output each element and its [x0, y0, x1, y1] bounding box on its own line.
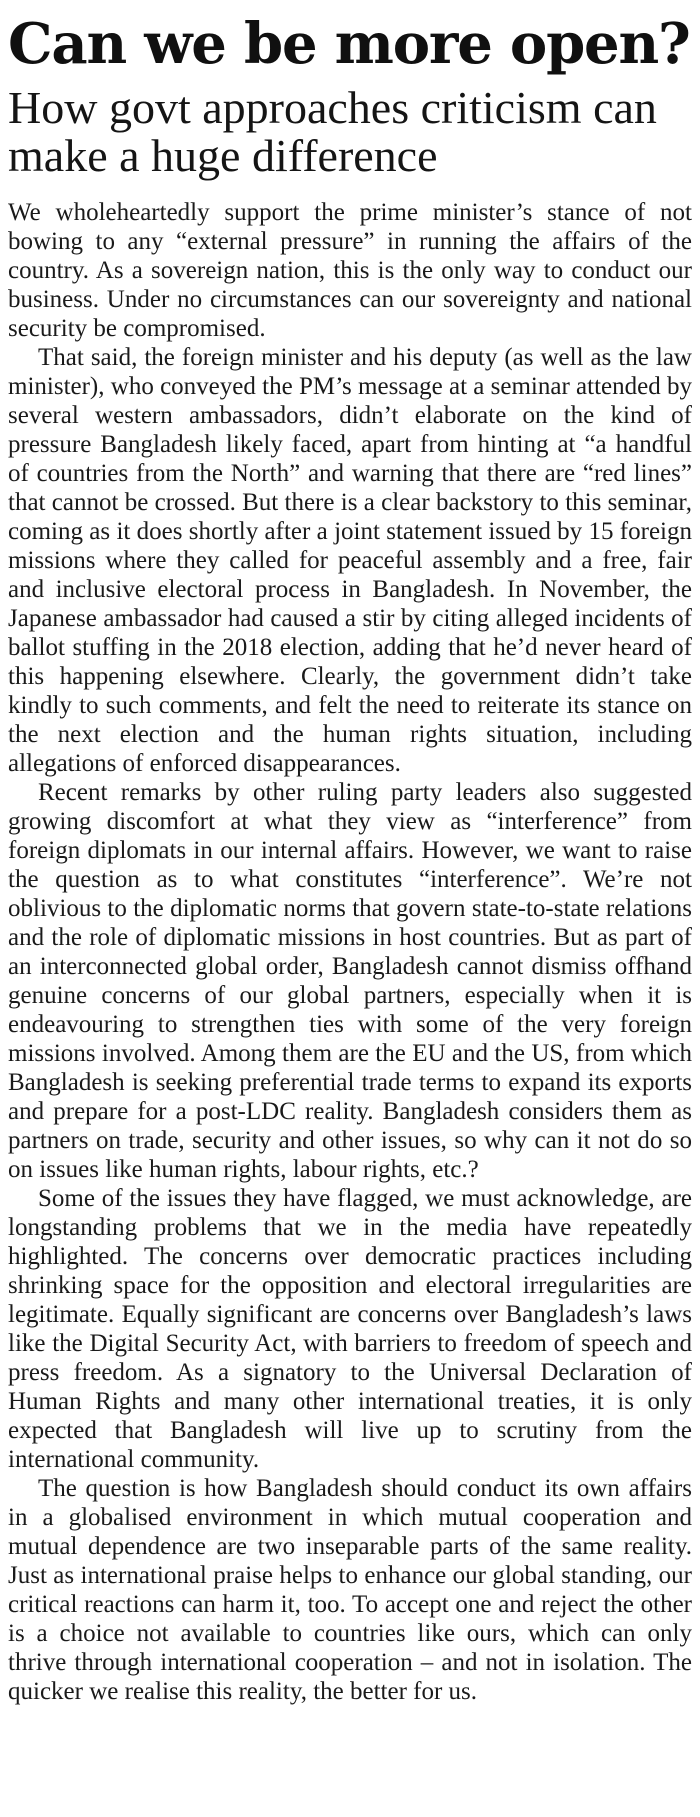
article-body	[8, 198, 692, 1706]
paragraph: Recent remarks by other ruling party leaders also suggested growing discomfort at what they view as “interference” from foreign diplomats in our internal affairs. However, we want to raise the question as to what constitutes “interference”. We’re not oblivious to the diplomatic norms that govern state-to-state relations and the role of diplomatic missions in host countries. But as part of an interconnected global order, Bangladesh cannot dismiss offhand genuine concerns of our global partners, especially when it is endeavouring to strengthen ties with some of the very foreign missions involved. Among them are the EU and the US, from which Bangladesh is seeking preferential trade terms to expand its exports and prepare for a post-LDC reality. Bangladesh considers them as partners on trade, security and other issues, so why can it not do so on issues like human rights, labour rights, etc.?	[8, 779, 692, 1183]
headline: Can we be more open?	[8, 11, 690, 77]
paragraph: Some of the issues they have flagged, we must acknowledge, are longstanding problems that we in the media have repeatedly highlighted. The concerns over democratic practices including shrinking space for the opposition and electoral irregularities are legitimate. Equally significant are concerns over Bangladesh’s laws like the Digital Security Act, with barriers to freedom of speech and press freedom. As a signatory to the Universal Declaration of Human Rights and many other international treaties, it is only expected that Bangladesh will live up to scrutiny from the international community.	[8, 1185, 692, 1473]
paragraph: We wholeheartedly support the prime minister’s stance of not bowing to any “external pressure” in running the affairs of the country. As a sovereign nation, this is the only way to conduct our business. Under no circumstances can our sovereignty and national security be compromised.	[8, 199, 692, 342]
paragraph: The question is how Bangladesh should conduct its own affairs in a globalised environment in which mutual cooperation and mutual dependence are two inseparable parts of the same reality. Just as international praise helps to enhance our global standing, our critical reactions can harm it, too. To accept one and reject the other is a choice not available to countries like ours, which can only thrive through international cooperation – and not in isolation. The quicker we realise this reality, the better for us.	[8, 1475, 692, 1705]
paragraph: That said, the foreign minister and his deputy (as well as the law minister), who conveyed the PM’s message at a seminar attended by several western ambassadors, didn’t elaborate on the kind of pressure Bangladesh likely faced, apart from hinting at “a handful of countries from the North” and warning that there are “red lines” that cannot be crossed. But there is a clear backstory to this seminar, coming as it does shortly after a joint statement issued by 15 foreign missions where they called for peaceful assembly and a free, fair and inclusive electoral process in Bangladesh. In November, the Japanese ambassador had caused a stir by citing alleged incidents of ballot stuffing in the 2018 election, adding that he’d never heard of this happening elsewhere. Clearly, the government didn’t take kindly to such comments, and felt the need to reiterate its stance on the next election and the human rights situation, including allegations of enforced disappearances.	[8, 344, 692, 777]
subheadline: How govt approaches criticism can make a huge difference	[8, 82, 657, 181]
